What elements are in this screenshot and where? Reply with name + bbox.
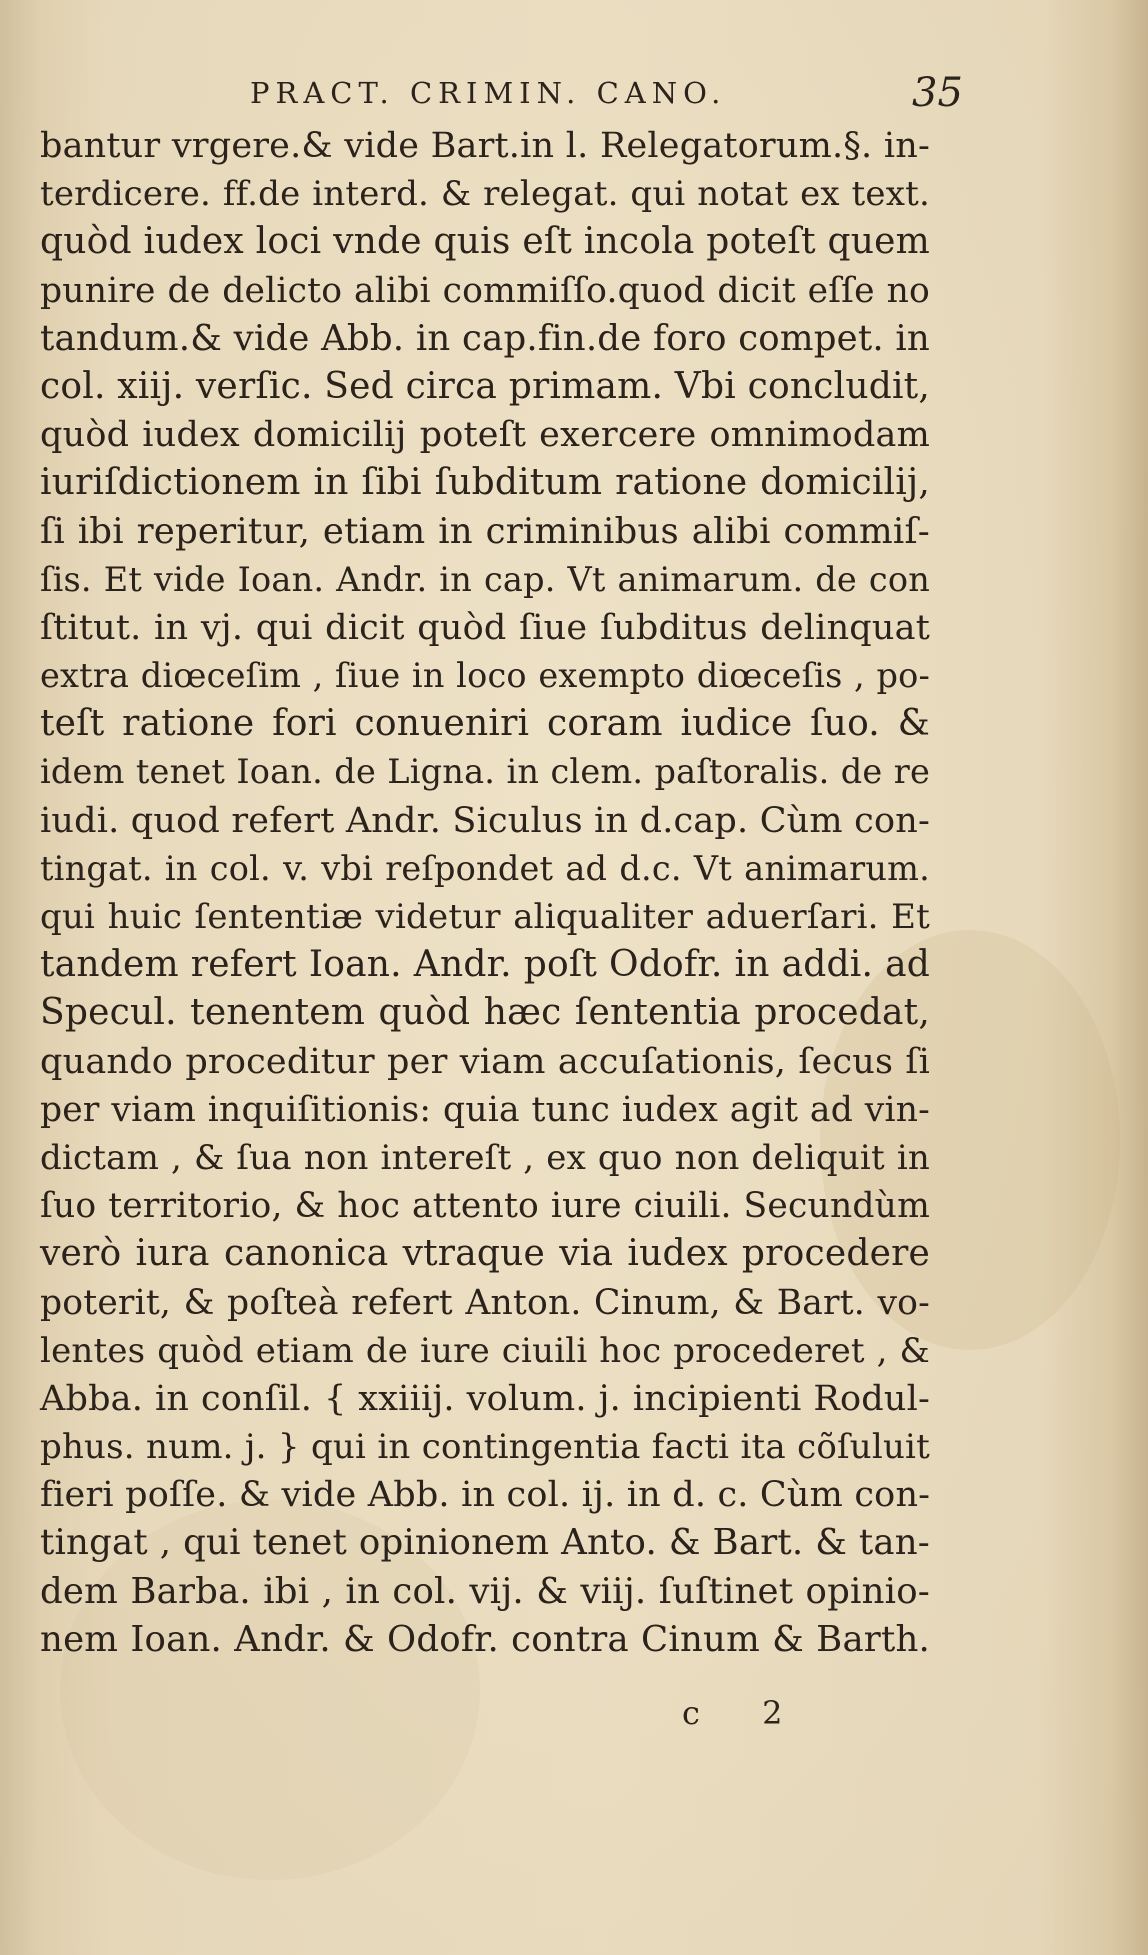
text-line: teſt ratione fori conueniri coram iudice ſuo. & [40,703,930,745]
text-line: Abba. in conſil. { xxiiij. volum. j. incipienti Rodul- [40,1378,930,1419]
text-line: quòd iudex loci vnde quis eſt incola poteſt quem [40,221,930,263]
text-line: dem Barba. ibi , in col. vij. & viij. ſuſtinet opinio- [40,1570,930,1612]
text-line: iuriſdictionem in ſibi ſubditum ratione domicilij, [40,462,930,504]
text-line: ſtitut. in vj. qui dicit quòd ſiue ſubditus delinquat [40,607,930,648]
text-line: fieri poſſe. & vide Abb. in col. ij. in d. c. Cùm con- [40,1475,931,1516]
signature-mark: c 2 [682,1694,809,1732]
text-line: per viam inquiſitionis: quia tunc iudex agit ad vin- [40,1089,930,1130]
text-line: nem Ioan. Andr. & Odofr. contra Cinum & Barth. [40,1618,930,1660]
text-line: punire de delicto alibi commiſſo.quod dicit eſſe no [40,270,930,311]
text-line: ſi ibi reperitur, etiam in criminibus alibi commiſ- [40,510,930,552]
text-line: quòd iudex domicilij poteſt exercere omnimodam [40,415,930,456]
text-line: extra diœceſim , ſiue in loco exempto diœceſis , po- [40,656,930,696]
text-line: idem tenet Ioan. de Ligna. in clem. paſtoralis. de re [40,752,930,792]
text-line: ſis. Et vide Ioan. Andr. in cap. Vt animarum. de con [40,559,930,599]
text-line: tingat , qui tenet opinionem Anto. & Bart. & tan- [40,1522,930,1564]
page-number: 35 [912,70,963,116]
running-head: PRACT. CRIMIN. CANO. [250,76,727,110]
text-line: lentes quòd etiam de iure ciuili hoc procederet , & [40,1330,930,1371]
page-header [0,70,1148,120]
text-line: col. xiij. verſic. Sed circa primam. Vbi concludit, [40,365,930,407]
text-line: poterit, & poſteà refert Anton. Cinum, & Bart. vo- [40,1282,930,1323]
text-line: phus. num. j. } qui in contingentia facti ita cõſuluit [40,1427,930,1468]
text-line: verò iura canonica vtraque via iudex procedere [40,1233,930,1275]
text-line: qui huic ſententiæ videtur aliqualiter aduerſari. Et [40,897,930,937]
text-line: terdicere. ff.de interd. & relegat. qui notat ex text. [40,174,930,215]
text-line: Specul. tenentem quòd hæc ſententia procedat, [40,992,930,1034]
text-line: ſuo territorio, & hoc attento iure ciuili. Secundùm [40,1186,930,1227]
text-line: tandem refert Ioan. Andr. poſt Odofr. in addi. ad [40,944,930,986]
body-text [40,122,930,1664]
text-line: tingat. in col. v. vbi reſpondet ad d.c. Vt animarum. [40,848,930,888]
text-line: iudi. quod refert Andr. Siculus in d.cap. Cùm con- [40,800,930,841]
text-line: dictam , & ſua non intereſt , ex quo non deliquit in [40,1137,930,1178]
text-line: bantur vrgere.& vide Bart.in l. Relegatorum.§. in- [40,126,930,166]
text-line: tandum.& vide Abb. in cap.fin.de foro compet. in [40,317,930,359]
text-line: quando proceditur per viam accuſationis, ſecus ſi [40,1041,930,1082]
